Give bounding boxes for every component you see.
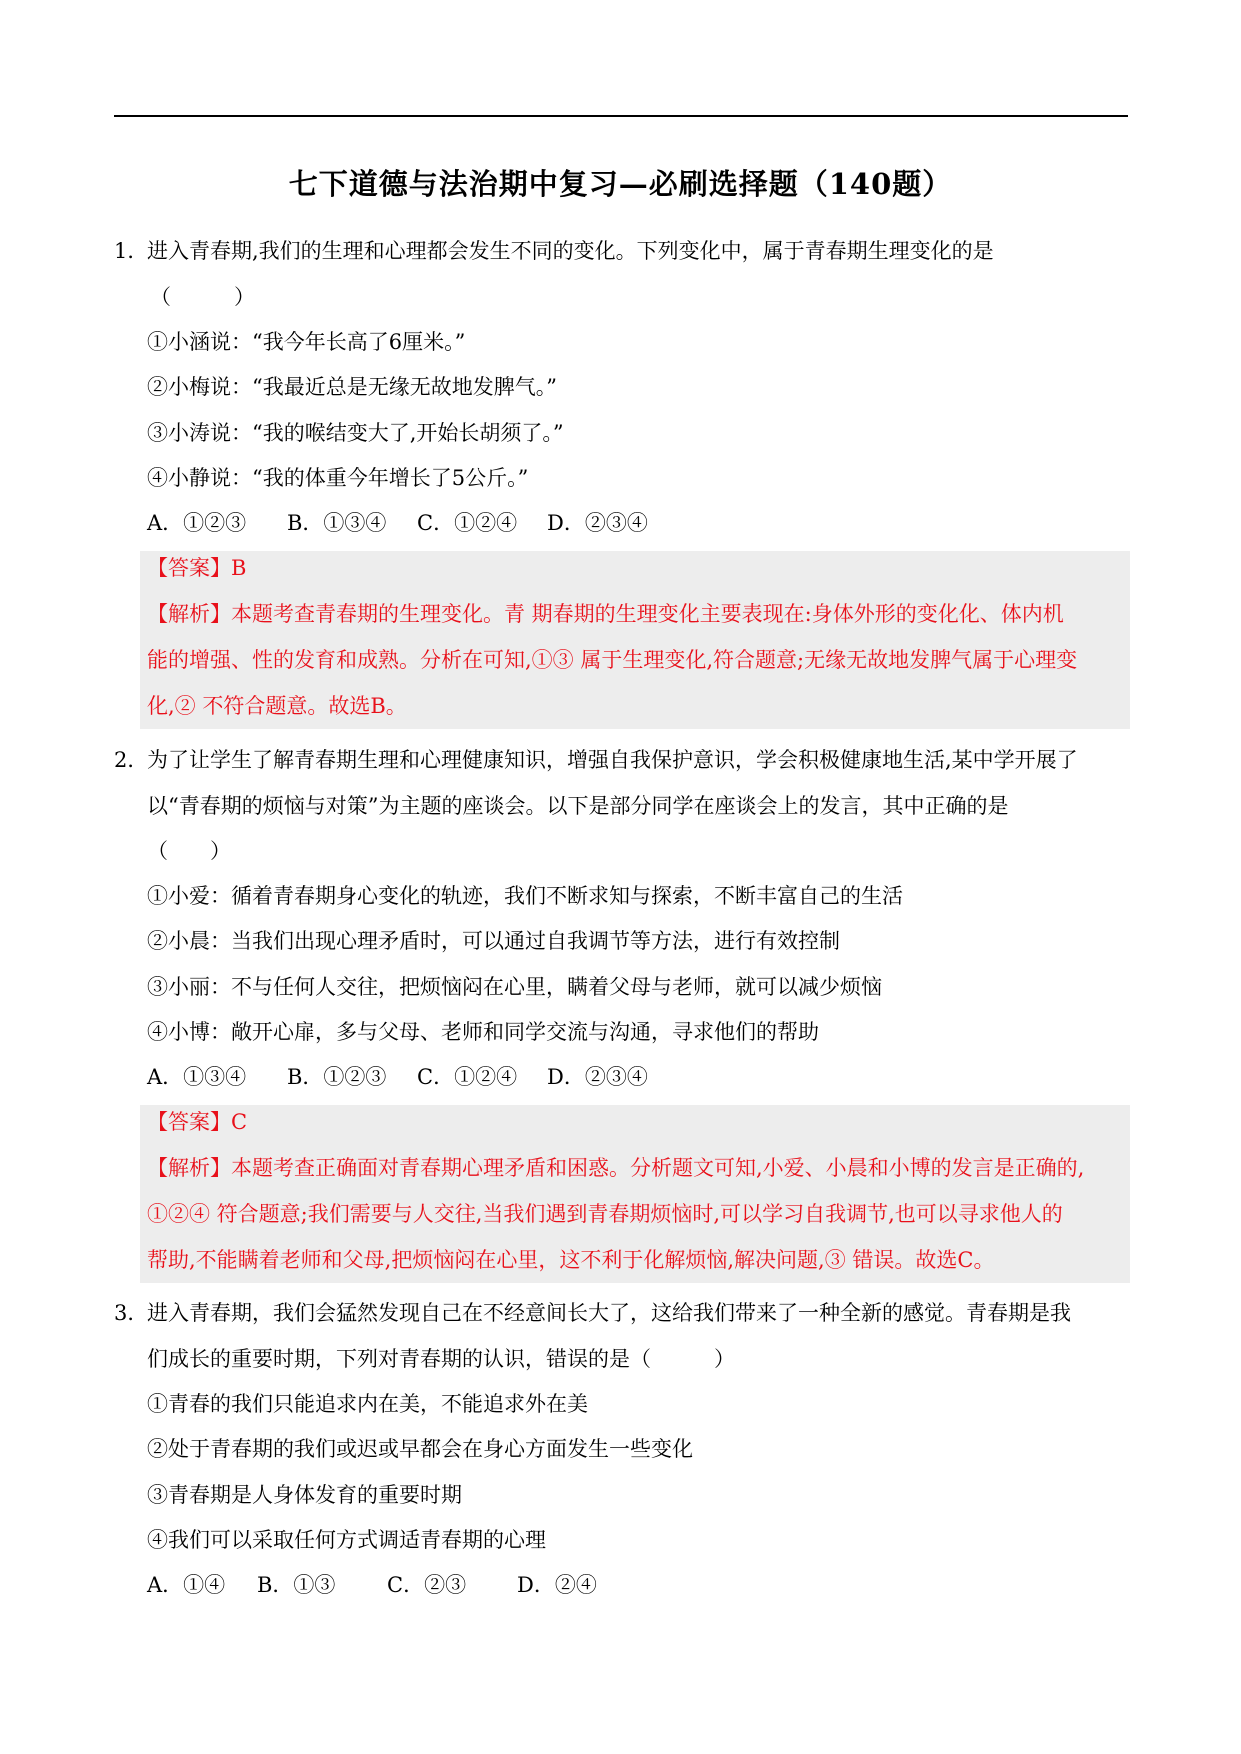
option-a: A．①③④ [147,1065,247,1089]
option-b: B．①③④ [287,511,387,535]
question-3-item: ②处于青春期的我们或迟或早都会在身心方面发生一些变化 [147,1437,693,1461]
answer-1: 【答案】B [147,556,247,580]
option-b: B．①②③ [287,1065,387,1089]
question-3-item: ①青春的我们只能追求内在美，不能追求外在美 [147,1392,588,1416]
question-3-item: ④我们可以采取任何方式调适青春期的心理 [147,1528,546,1552]
analysis-1-line: 能的增强、性的发育和成熟。分析在可知,①③ 属于生理变化,符合题意;无缘无故地发脾气属于心理变 [147,648,1078,672]
option-c: C．①②④ [417,511,518,535]
analysis-2-line: 【解析】本题考查正确面对青春期心理矛盾和困惑。分析题文可知,小爱、小晨和小博的发言是正确的, [147,1156,1085,1180]
analysis-2-line: 帮助,不能瞒着老师和父母,把烦恼闷在心里，这不利于化解烦恼,解决问题,③ 错误。故选C。 [147,1248,995,1272]
question-2-item: ③小丽：不与任何人交往，把烦恼闷在心里，瞒着父母与老师，就可以减少烦恼 [147,975,882,999]
question-2-item: ①小爱：循着青春期身心变化的轨迹，我们不断求知与探索，不断丰富自己的生活 [147,884,903,908]
option-c: C．①②④ [417,1065,518,1089]
question-1-number: 1． [114,239,149,263]
question-3-item: ③青春期是人身体发育的重要时期 [147,1483,462,1507]
question-1-item: ④小静说：“我的体重今年增长了5公斤。” [147,466,529,490]
question-1-options [147,508,648,538]
question-1-item: ③小涛说：“我的喉结变大了,开始长胡须了。” [147,421,564,445]
question-2-item: ④小博：敞开心扉，多与父母、老师和同学交流与沟通，寻求他们的帮助 [147,1020,819,1044]
option-c: C．②③ [387,1573,467,1597]
question-1-item: ②小梅说：“我最近总是无缘无故地发脾气。” [147,375,557,399]
option-d: D．②④ [517,1573,597,1597]
option-b: B．①③ [257,1573,336,1597]
option-d: D．②③④ [547,1065,648,1089]
page-title: 七下道德与法治期中复习—必刷选择题（140题） [288,167,953,201]
header-rule [114,115,1128,117]
analysis-2-line: ①②④ 符合题意;我们需要与人交往,当我们遇到青春期烦恼时,可以学习自我调节,也可以寻求他人的 [147,1202,1063,1226]
question-2-number: 2． [114,748,149,772]
question-2-options [147,1062,648,1092]
question-2-paren: （ ） [147,839,231,863]
option-a: A．①②③ [147,511,247,535]
question-2-item: ②小晨：当我们出现心理矛盾时，可以通过自我调节等方法，进行有效控制 [147,929,840,953]
question-1-stem: 进入青春期,我们的生理和心理都会发生不同的变化。下列变化中，属于青春期生理变化的是 [147,239,994,263]
option-a: A．①④ [147,1573,226,1597]
analysis-1-line: 化,② 不符合题意。故选B。 [147,694,407,718]
answer-2: 【答案】C [147,1110,248,1134]
question-2-stem-line: 以“青春期的烦恼与对策”为主题的座谈会。以下是部分同学在座谈会上的发言，其中正确的是 [147,794,1009,818]
question-3-stem-line: 进入青春期，我们会猛然发现自己在不经意间长大了，这给我们带来了一种全新的感觉。青春期是我 [147,1301,1071,1325]
question-3-stem-line: 们成长的重要时期，下列对青春期的认识，错误的是（ ） [147,1347,735,1371]
question-1-item: ①小涵说：“我今年长高了6厘米。” [147,330,466,354]
question-3-options [147,1570,597,1600]
analysis-1-line: 【解析】本题考查青春期的生理变化。青 期春期的生理变化主要表现在:身体外形的变化化、体内机 [147,602,1064,626]
question-2-stem-line: 为了让学生了解青春期生理和心理健康知识，增强自我保护意识，学会积极健康地生活,某中学开展了 [147,748,1078,772]
question-3-number: 3． [114,1301,149,1325]
option-d: D．②③④ [547,511,648,535]
question-1-paren: （ ） [150,285,255,309]
